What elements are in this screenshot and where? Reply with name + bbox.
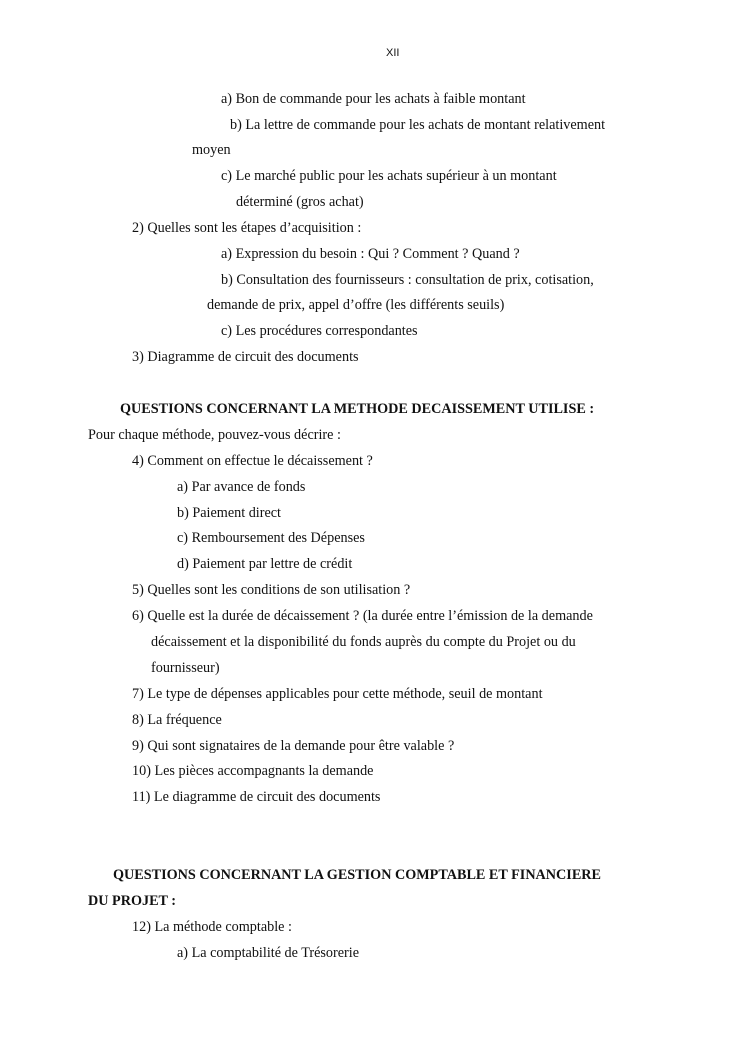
list-item: 3) Diagramme de circuit des documents — [132, 349, 359, 365]
list-item: 12) La méthode comptable : — [132, 919, 292, 935]
list-item: a) Bon de commande pour les achats à faible montant — [221, 91, 526, 107]
list-item: déterminé (gros achat) — [236, 194, 364, 210]
list-item: 5) Quelles sont les conditions de son utilisation ? — [132, 582, 411, 598]
list-item: 2) Quelles sont les étapes d’acquisition : — [132, 220, 362, 236]
list-item: 4) Comment on effectue le décaissement ? — [132, 453, 373, 469]
list-item: b) La lettre de commande pour les achats de montant relativement — [230, 117, 606, 133]
list-item: c) Le marché public pour les achats supérieur à un montant — [221, 168, 557, 184]
list-item: 7) Le type de dépenses applicables pour cette méthode, seuil de montant — [132, 686, 543, 702]
section-heading: QUESTIONS CONCERNANT LA METHODE DECAISSEMENT UTILISE : — [120, 401, 595, 417]
list-item: 10) Les pièces accompagnants la demande — [132, 763, 374, 779]
list-item: c) Remboursement des Dépenses — [177, 530, 365, 546]
list-item: demande de prix, appel d’offre (les différents seuils) — [207, 297, 505, 313]
section-intro: Pour chaque méthode, pouvez-vous décrire : — [88, 427, 341, 443]
list-item: moyen — [192, 142, 231, 158]
page-number: XII — [386, 47, 400, 59]
list-item: a) Par avance de fonds — [177, 479, 306, 495]
list-item: décaissement et la disponibilité du fonds auprès du compte du Projet ou du — [151, 634, 576, 650]
list-item: d) Paiement par lettre de crédit — [177, 556, 353, 572]
list-item: 11) Le diagramme de circuit des documents — [132, 789, 381, 805]
list-item: 6) Quelle est la durée de décaissement ? (la durée entre l’émission de la demande — [132, 608, 593, 624]
list-item: fournisseur) — [151, 660, 220, 676]
list-item: b) Paiement direct — [177, 505, 282, 521]
section-heading: DU PROJET : — [88, 893, 177, 909]
list-item: c) Les procédures correspondantes — [221, 323, 418, 339]
list-item: a) Expression du besoin : Qui ? Comment ? Quand ? — [221, 246, 520, 262]
list-item: b) Consultation des fournisseurs : consultation de prix, cotisation, — [221, 272, 594, 288]
list-item: 9) Qui sont signataires de la demande pour être valable ? — [132, 738, 455, 754]
list-item: a) La comptabilité de Trésorerie — [177, 945, 360, 961]
section-heading: QUESTIONS CONCERNANT LA GESTION COMPTABLE ET FINANCIERE — [113, 867, 601, 883]
list-item: 8) La fréquence — [132, 712, 222, 728]
